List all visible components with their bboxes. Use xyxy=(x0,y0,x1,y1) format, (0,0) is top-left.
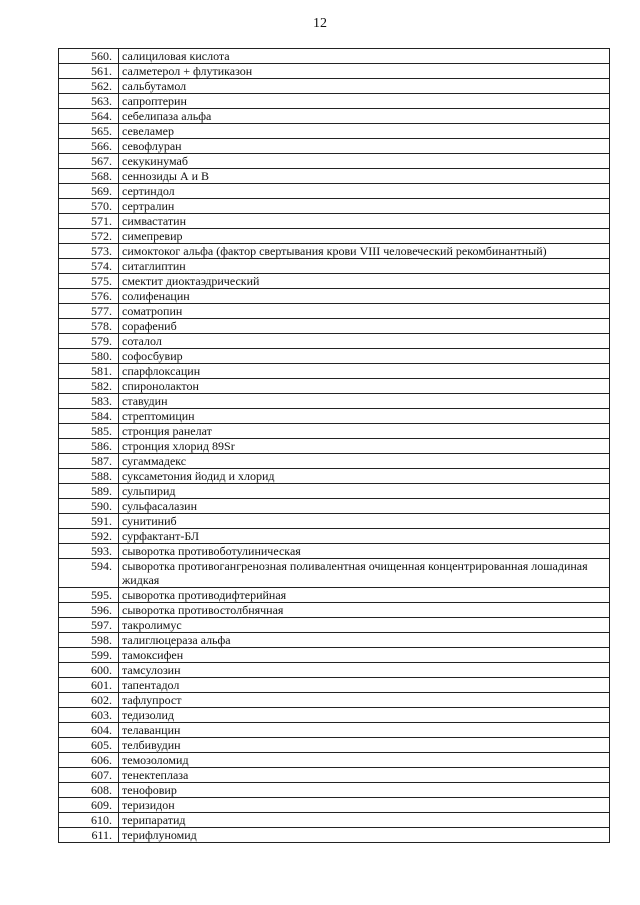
table-row xyxy=(59,304,610,319)
row-number: 591. xyxy=(59,514,119,529)
row-number: 583. xyxy=(59,394,119,409)
row-number: 575. xyxy=(59,274,119,289)
row-number: 599. xyxy=(59,648,119,663)
row-number: 587. xyxy=(59,454,119,469)
row-number: 569. xyxy=(59,184,119,199)
drug-name: симвастатин xyxy=(119,214,610,229)
table-row xyxy=(59,588,610,603)
drug-name: сеннозиды А и В xyxy=(119,169,610,184)
drug-name: сульфасалазин xyxy=(119,499,610,514)
row-number: 604. xyxy=(59,723,119,738)
drug-name: тапентадол xyxy=(119,678,610,693)
table-row xyxy=(59,109,610,124)
row-number: 609. xyxy=(59,798,119,813)
drug-name: симепревир xyxy=(119,229,610,244)
row-number: 610. xyxy=(59,813,119,828)
table-row xyxy=(59,544,610,559)
table-row xyxy=(59,124,610,139)
page-number: 12 xyxy=(313,16,327,31)
row-number: 560. xyxy=(59,49,119,64)
row-number: 570. xyxy=(59,199,119,214)
row-number: 572. xyxy=(59,229,119,244)
drug-name: сыворотка противогангренозная поливалентная очищенная концентрированная лошадиная жидкая xyxy=(119,559,610,588)
table-row xyxy=(59,738,610,753)
table-row xyxy=(59,783,610,798)
table-row xyxy=(59,454,610,469)
row-number: 561. xyxy=(59,64,119,79)
row-number: 595. xyxy=(59,588,119,603)
drug-name: тафлупрост xyxy=(119,693,610,708)
row-number: 602. xyxy=(59,693,119,708)
drug-name: салметерол + флутиказон xyxy=(119,64,610,79)
table-row xyxy=(59,559,610,588)
row-number: 582. xyxy=(59,379,119,394)
table-row xyxy=(59,469,610,484)
row-number: 586. xyxy=(59,439,119,454)
row-number: 562. xyxy=(59,79,119,94)
row-number: 601. xyxy=(59,678,119,693)
row-number: 606. xyxy=(59,753,119,768)
table-row xyxy=(59,633,610,648)
drug-name: стронция ранелат xyxy=(119,424,610,439)
row-number: 581. xyxy=(59,364,119,379)
table-row xyxy=(59,424,610,439)
drug-name: тамоксифен xyxy=(119,648,610,663)
drug-name: солифенацин xyxy=(119,289,610,304)
drug-name: севофлуран xyxy=(119,139,610,154)
row-number: 593. xyxy=(59,544,119,559)
drug-name: севеламер xyxy=(119,124,610,139)
drug-name: терипаратид xyxy=(119,813,610,828)
drug-name: сыворотка противоботулиническая xyxy=(119,544,610,559)
table-row xyxy=(59,139,610,154)
drug-name: теризидон xyxy=(119,798,610,813)
row-number: 611. xyxy=(59,828,119,843)
drug-name: стрептомицин xyxy=(119,409,610,424)
row-number: 566. xyxy=(59,139,119,154)
row-number: 578. xyxy=(59,319,119,334)
table-row xyxy=(59,663,610,678)
drug-list-table xyxy=(58,48,610,843)
drug-name: сорафениб xyxy=(119,319,610,334)
row-number: 590. xyxy=(59,499,119,514)
row-number: 589. xyxy=(59,484,119,499)
table-row xyxy=(59,319,610,334)
drug-name: сульпирид xyxy=(119,484,610,499)
table-row xyxy=(59,364,610,379)
table-row xyxy=(59,813,610,828)
drug-name: ставудин xyxy=(119,394,610,409)
table-row xyxy=(59,229,610,244)
row-number: 564. xyxy=(59,109,119,124)
drug-name: сунитиниб xyxy=(119,514,610,529)
table-row xyxy=(59,499,610,514)
table-row xyxy=(59,154,610,169)
row-number: 573. xyxy=(59,244,119,259)
drug-name: тенофовир xyxy=(119,783,610,798)
table-row xyxy=(59,409,610,424)
drug-list-body xyxy=(59,49,610,843)
drug-name: темозоломид xyxy=(119,753,610,768)
row-number: 567. xyxy=(59,154,119,169)
table-row xyxy=(59,798,610,813)
table-row xyxy=(59,514,610,529)
row-number: 577. xyxy=(59,304,119,319)
drug-name: суксаметония йодид и хлорид xyxy=(119,469,610,484)
table-row xyxy=(59,648,610,663)
drug-name: телбивудин xyxy=(119,738,610,753)
drug-name: сапроптерин xyxy=(119,94,610,109)
table-row xyxy=(59,529,610,544)
row-number: 579. xyxy=(59,334,119,349)
drug-name: стронция хлорид 89Sr xyxy=(119,439,610,454)
drug-name: салициловая кислота xyxy=(119,49,610,64)
drug-name: смектит диоктаэдрический xyxy=(119,274,610,289)
drug-name: сертиндол xyxy=(119,184,610,199)
row-number: 574. xyxy=(59,259,119,274)
table-row xyxy=(59,349,610,364)
row-number: 592. xyxy=(59,529,119,544)
table-row xyxy=(59,214,610,229)
table-row xyxy=(59,259,610,274)
row-number: 565. xyxy=(59,124,119,139)
table-row xyxy=(59,184,610,199)
table-row xyxy=(59,274,610,289)
row-number: 576. xyxy=(59,289,119,304)
row-number: 605. xyxy=(59,738,119,753)
row-number: 598. xyxy=(59,633,119,648)
row-number: 603. xyxy=(59,708,119,723)
row-number: 571. xyxy=(59,214,119,229)
row-number: 588. xyxy=(59,469,119,484)
table-row xyxy=(59,79,610,94)
table-row xyxy=(59,94,610,109)
table-row xyxy=(59,828,610,843)
drug-name: спиронолактон xyxy=(119,379,610,394)
drug-name: ситаглиптин xyxy=(119,259,610,274)
drug-name: сертралин xyxy=(119,199,610,214)
drug-name: талиглюцераза альфа xyxy=(119,633,610,648)
table-row xyxy=(59,334,610,349)
drug-name: софосбувир xyxy=(119,349,610,364)
drug-name: терифлуномид xyxy=(119,828,610,843)
row-number: 584. xyxy=(59,409,119,424)
row-number: 607. xyxy=(59,768,119,783)
table-row xyxy=(59,244,610,259)
drug-name: секукинумаб xyxy=(119,154,610,169)
drug-name: тамсулозин xyxy=(119,663,610,678)
table-row xyxy=(59,768,610,783)
table-row xyxy=(59,289,610,304)
row-number: 600. xyxy=(59,663,119,678)
drug-name: симоктоког альфа (фактор свертывания крови VIII человеческий рекомбинантный) xyxy=(119,244,610,259)
table-row xyxy=(59,484,610,499)
table-row xyxy=(59,379,610,394)
drug-name: соматропин xyxy=(119,304,610,319)
table-row xyxy=(59,439,610,454)
row-number: 594. xyxy=(59,559,119,588)
drug-name: сальбутамол xyxy=(119,79,610,94)
drug-name: сыворотка противостолбнячная xyxy=(119,603,610,618)
table-row xyxy=(59,49,610,64)
table-row xyxy=(59,64,610,79)
table-row xyxy=(59,708,610,723)
table-row xyxy=(59,753,610,768)
drug-name: себелипаза альфа xyxy=(119,109,610,124)
table-row xyxy=(59,169,610,184)
table-row xyxy=(59,394,610,409)
drug-name: сугаммадекс xyxy=(119,454,610,469)
row-number: 596. xyxy=(59,603,119,618)
drug-name: соталол xyxy=(119,334,610,349)
row-number: 563. xyxy=(59,94,119,109)
drug-name: телаванцин xyxy=(119,723,610,738)
drug-name: тедизолид xyxy=(119,708,610,723)
table-row xyxy=(59,678,610,693)
drug-name: тенектеплаза xyxy=(119,768,610,783)
table-row xyxy=(59,603,610,618)
table-row xyxy=(59,618,610,633)
drug-name: спарфлоксацин xyxy=(119,364,610,379)
row-number: 608. xyxy=(59,783,119,798)
row-number: 597. xyxy=(59,618,119,633)
drug-name: сурфактант-БЛ xyxy=(119,529,610,544)
row-number: 568. xyxy=(59,169,119,184)
table-row xyxy=(59,199,610,214)
row-number: 585. xyxy=(59,424,119,439)
table-row xyxy=(59,693,610,708)
row-number: 580. xyxy=(59,349,119,364)
table-row xyxy=(59,723,610,738)
drug-name: сыворотка противодифтерийная xyxy=(119,588,610,603)
drug-name: такролимус xyxy=(119,618,610,633)
